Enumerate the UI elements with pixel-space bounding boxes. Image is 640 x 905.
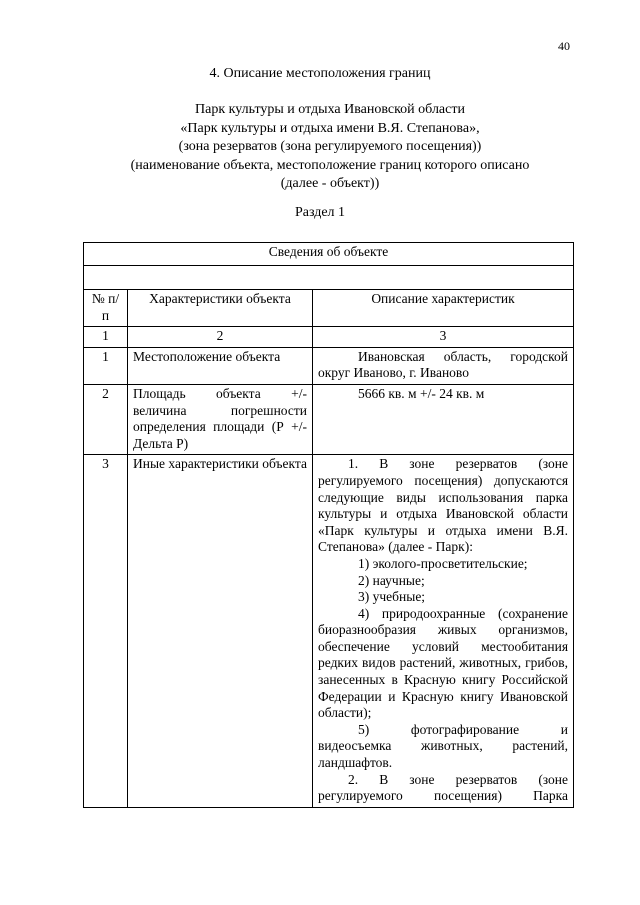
- table-row: [84, 347, 574, 384]
- object-line: Парк культуры и отдыха Ивановской области: [195, 102, 465, 117]
- row-characteristic: Местоположение объекта: [128, 347, 313, 384]
- table-title: Сведения об объекте: [84, 243, 574, 266]
- header-characteristic: Характеристики объекта: [128, 290, 313, 327]
- object-description-block: [60, 101, 600, 194]
- object-info-table: [83, 242, 574, 808]
- table-header-row: [84, 290, 574, 327]
- description-paragraph: 2. В зоне резерватов (зоне регулируемого посещения) Парка: [318, 771, 569, 804]
- description-paragraph: 2) научные;: [358, 572, 425, 588]
- row-characteristic: Иные характеристики объекта: [128, 455, 313, 807]
- index-cell: 1: [84, 327, 128, 348]
- object-line: (зона резерватов (зона регулируемого посещения)): [178, 139, 482, 154]
- header-description: Описание характеристик: [313, 290, 574, 327]
- header-num: № п/п: [84, 290, 128, 327]
- row-description: [313, 455, 574, 807]
- description-paragraph: 1) эколого-просветительские;: [358, 555, 528, 571]
- row-num: 3: [84, 455, 128, 807]
- section-title: 4. Описание местоположения границ: [209, 66, 431, 81]
- section-heading: Раздел 1: [294, 205, 346, 220]
- row-description: Ивановская область, городской округ Иваново, г. Иваново: [313, 347, 574, 384]
- row-characteristic: Площадь объекта +/- величина погрешности определения площади (Р +/- Дельта Р): [128, 384, 313, 454]
- index-cell: 3: [313, 327, 574, 348]
- table-row: [84, 455, 574, 807]
- table-empty-row: [84, 266, 574, 290]
- description-paragraph: 3) учебные;: [358, 589, 426, 605]
- description-paragraph: 1. В зоне резерватов (зоне регулируемого посещения) допускаются следующие виды использования парка культуры и отдыха Ивановской области «Парк культуры и отдыха имени В.Я. Степанова» (далее - Парк):: [318, 456, 569, 555]
- description-paragraph: 4) природоохранные (сохранение биоразнообразия живых организмов, обеспечение условий местообитания редких видов растений, животных, грибов, занесенных в Красную книгу Российской Федерации и Красную книгу Ивановской области);: [318, 605, 569, 721]
- page-number: 40: [558, 39, 570, 53]
- table-index-row: [84, 327, 574, 348]
- row-description: 5666 кв. м +/- 24 кв. м: [313, 384, 574, 454]
- index-cell: 2: [128, 327, 313, 348]
- description-paragraph: 5) фотографирование и видеосъемка животных, растений, ландшафтов.: [318, 721, 569, 771]
- object-line: «Парк культуры и отдыха имени В.Я. Степанова»,: [180, 120, 480, 136]
- row-num: 2: [84, 384, 128, 454]
- object-line: (наименование объекта, местоположение границ которого описано: [130, 157, 530, 173]
- row-num: 1: [84, 347, 128, 384]
- table-row: [84, 384, 574, 454]
- object-line: (далее - объект)): [280, 176, 380, 191]
